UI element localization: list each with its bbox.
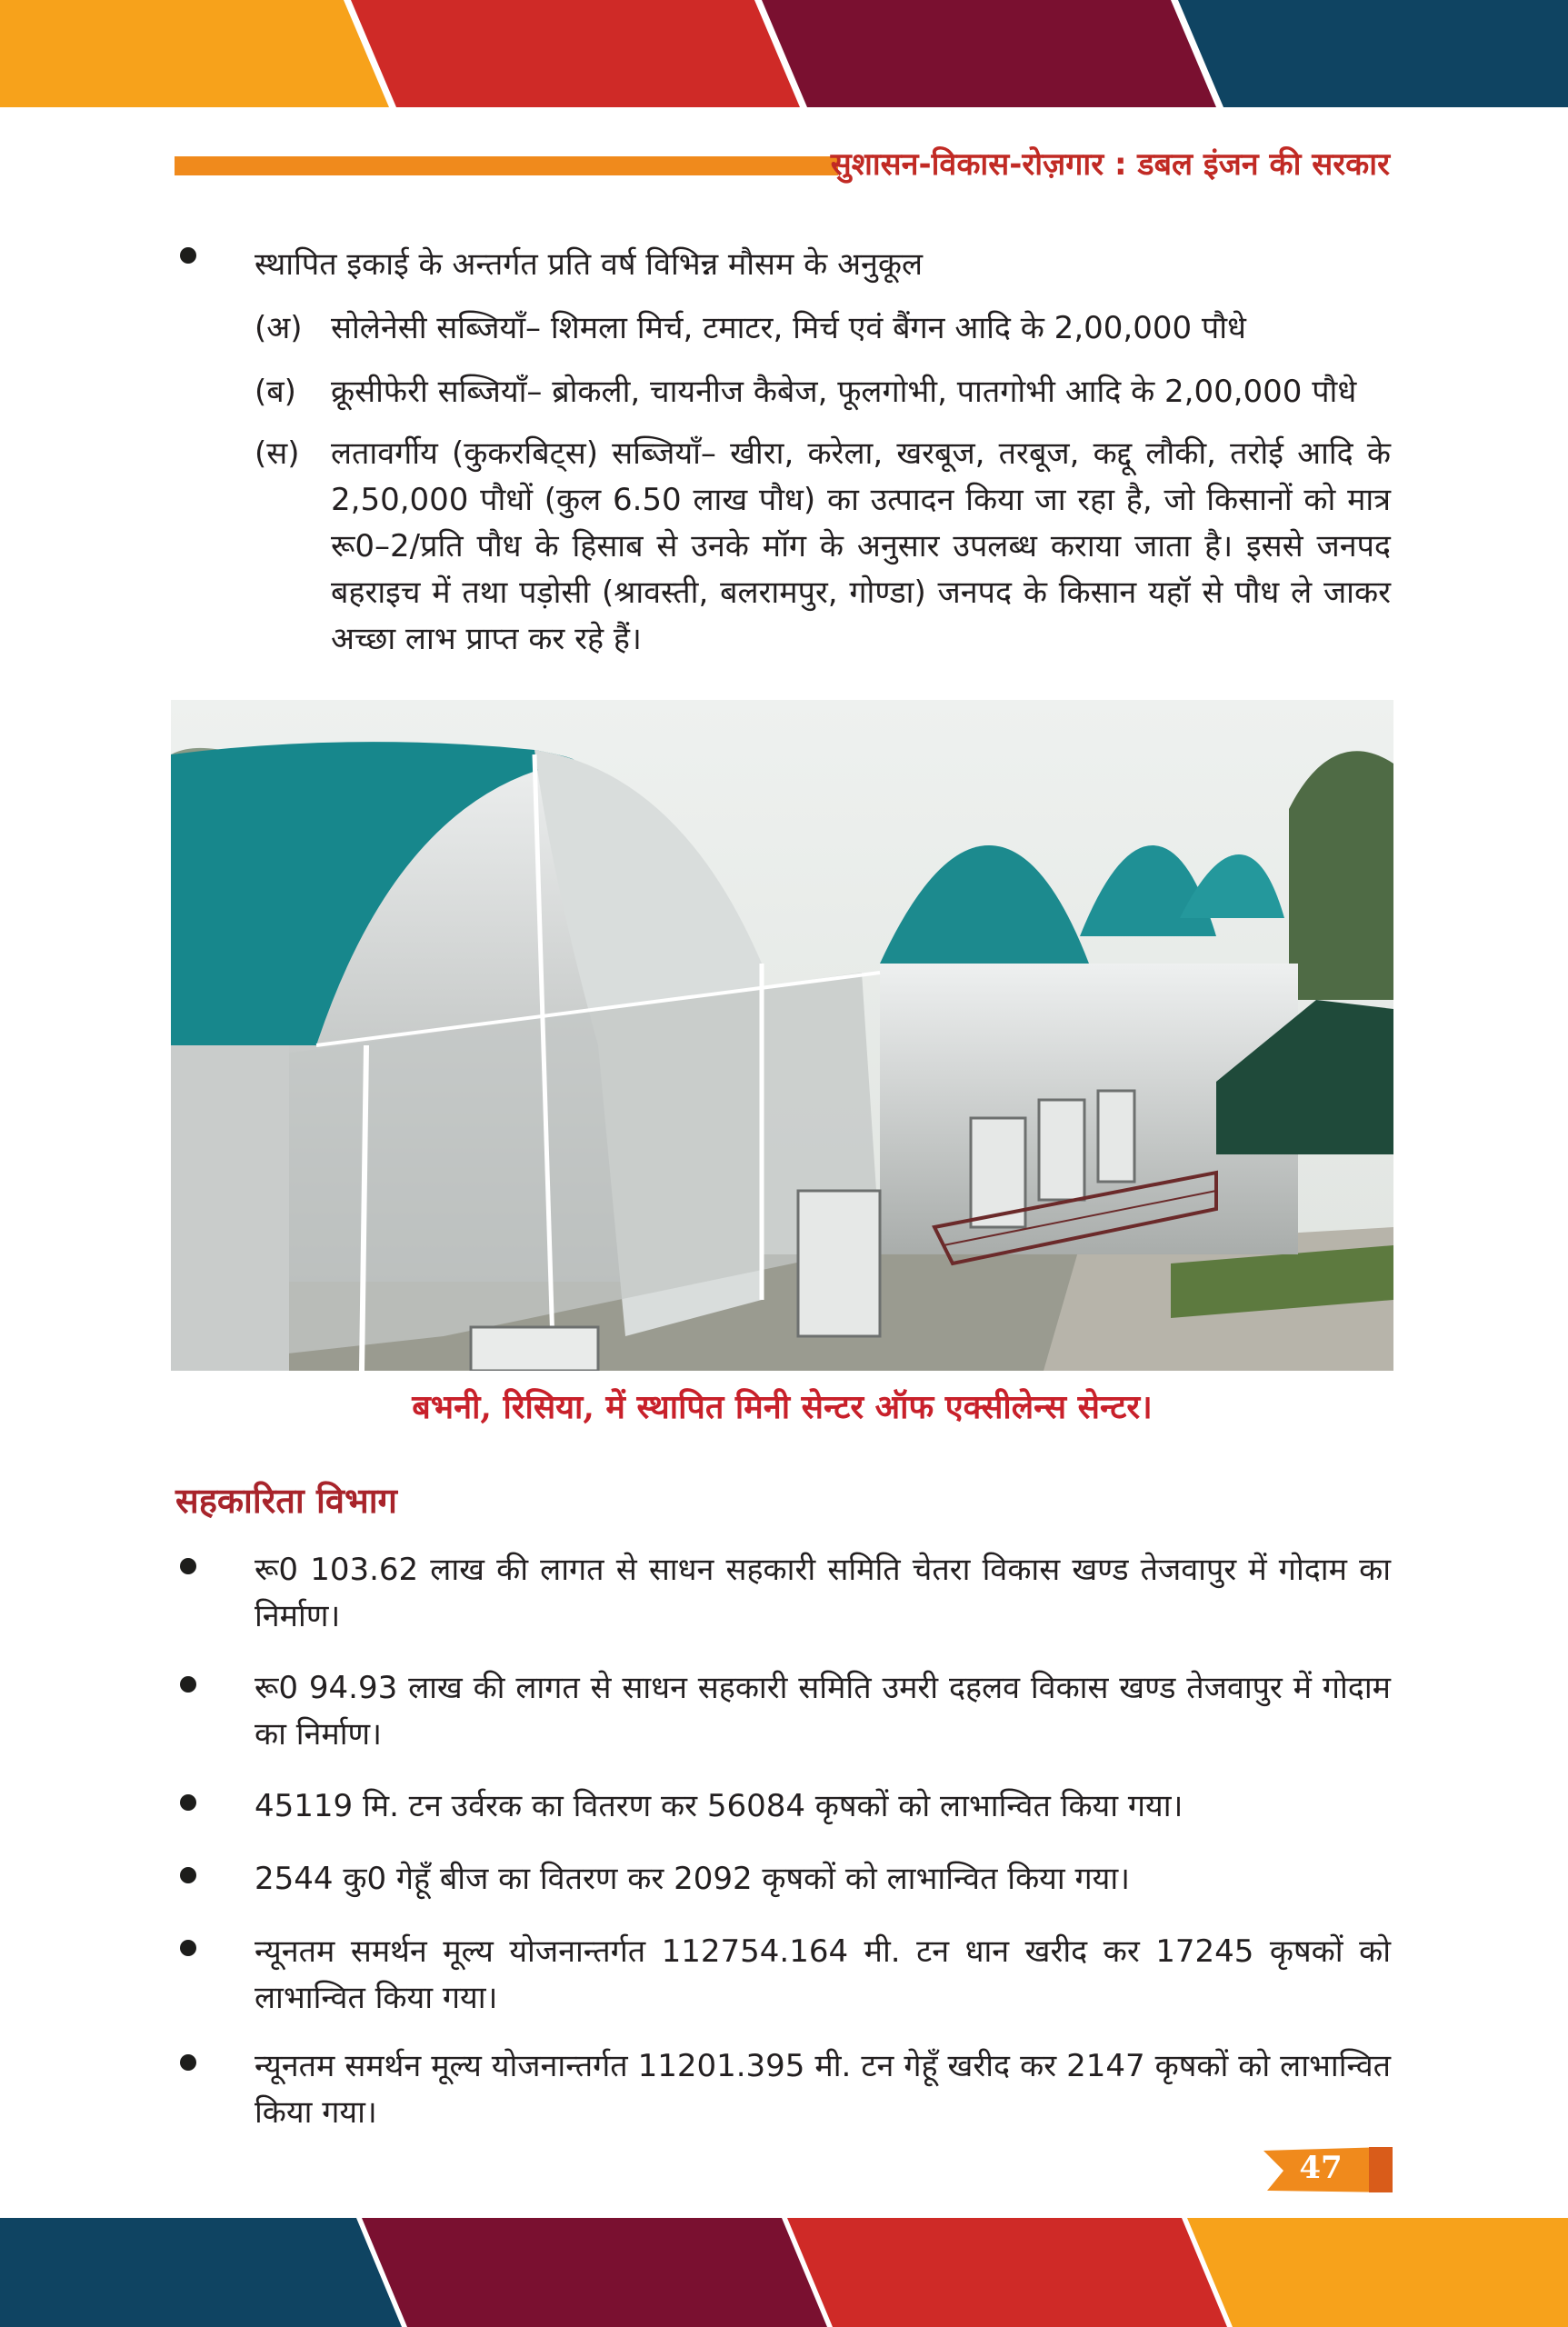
sub-item-text: लतावर्गीय (कुकरबिट्स) सब्जियाँ– खीरा, करेला, खरबूज, तरबूज, कद्दू लौकी, तरोई आदि के 2,50,000 पौधों (कुल 6.50 लाख पौध) का उत्पादन किया जा रहा है, जो किसानों को मात्र रू0–2/प्रति पौध के हिसाब से उनके मॉग के अनुसार उपलब्ध कराया जाता है। इससे जनपद बहराइच में तथा पड़ोसी (श्रावस्ती, बलरामपुर, गोण्डा) जनपद के किसान यहॉ से पौध ले जाकर अच्छा लाभ प्राप्त कर रहे हैं।	[331, 435, 1391, 657]
bullet-dot	[180, 2054, 196, 2071]
header-accent-rule	[175, 156, 838, 175]
sub-item-text: क्रूसीफेरी सब्जियाँ– ब्रोकली, चायनीज कैबेज, फूलगोभी, पातगोभी आदि के 2,00,000 पौधे	[331, 374, 1357, 410]
photo-caption: बभनी, रिसिया, में स्थापित मिनी सेन्टर ऑफ एक्सीलेन्स सेन्टर।	[412, 1388, 1153, 1426]
running-header-title: सुशासन-विकास-रोज़गार : डबल इंजन की सरकार	[830, 146, 1390, 183]
list-item: रू0 103.62 लाख की लागत से साधन सहकारी समिति चेतरा विकास खण्ड तेजवापुर में गोदाम का निर्माण।	[255, 1552, 1391, 1634]
sub-item-label: (स)	[255, 435, 300, 472]
list-item: न्यूनतम समर्थन मूल्य योजनान्तर्गत 11201.395 मी. टन गेहूँ खरीद कर 2147 कृषकों को लाभान्वित किया गया।	[255, 2048, 1391, 2131]
bullet-dot	[180, 247, 196, 264]
bullet-dot	[180, 1676, 196, 1693]
polyhouse-photo	[171, 700, 1393, 1371]
sub-item-label: (ब)	[255, 374, 296, 410]
bullet-dot	[180, 1940, 196, 1956]
bottom-decorative-band	[0, 2218, 1568, 2327]
list-item: न्यूनतम समर्थन मूल्य योजनान्तर्गत 112754.164 मी. टन धान खरीद कर 17245 कृषकों को लाभान्वित किया गया।	[255, 1933, 1391, 2016]
list-item: रू0 94.93 लाख की लागत से साधन सहकारी समिति उमरी दहलव विकास खण्ड तेजवापुर में गोदाम का निर्माण।	[255, 1670, 1391, 1753]
intro-bullet-text: स्थापित इकाई के अन्तर्गत प्रति वर्ष विभिन्न मौसम के अनुकूल	[255, 246, 924, 283]
sub-item-text: सोलेनेसी सब्जियाँ– शिमला मिर्च, टमाटर, मिर्च एवं बैंगन आदि के 2,00,000 पौधे	[331, 310, 1246, 346]
bullet-dot	[180, 1867, 196, 1883]
bullet-dot	[180, 1558, 196, 1574]
list-item: 2544 कु0 गेहूँ बीज का वितरण कर 2092 कृषकों को लाभान्वित किया गया।	[255, 1861, 1131, 1897]
top-decorative-band	[0, 0, 1568, 107]
section-heading: सहकारिता विभाग	[175, 1480, 397, 1521]
bullet-dot	[180, 1794, 196, 1811]
page-number: 47	[1299, 2150, 1343, 2186]
sub-item-label: (अ)	[255, 310, 303, 346]
list-item: 45119 मि. टन उर्वरक का वितरण कर 56084 कृषकों को लाभान्वित किया गया।	[255, 1788, 1183, 1824]
